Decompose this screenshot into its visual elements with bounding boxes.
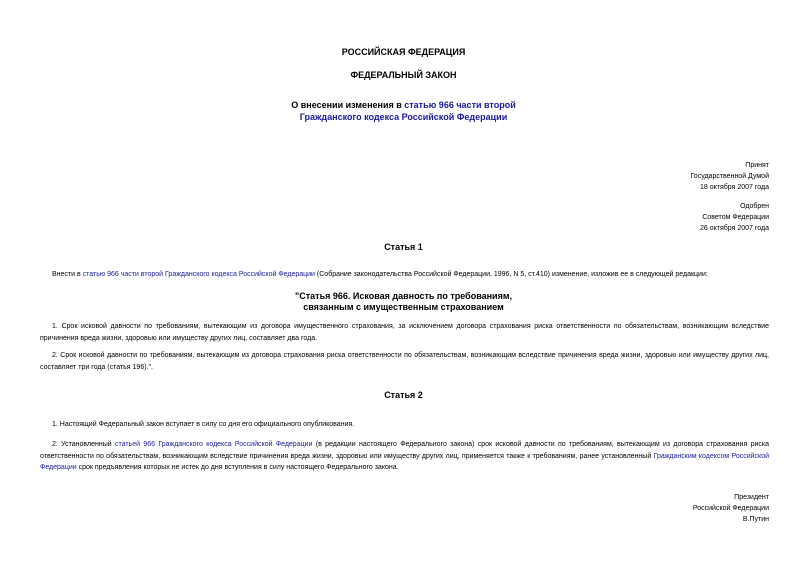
p2-link-article-966[interactable]: статьей 966 Гражданского кодекса Российской Федерации	[114, 441, 313, 448]
signature-block	[519, 492, 769, 525]
p2-link-civil-code[interactable]: Гражданским кодексом Российской Федерации	[40, 452, 769, 471]
article-2-paragraph-1: 1. Настоящий Федеральный закон вступает в силу со дня его официального опубликования.	[52, 421, 355, 428]
law-title-line1	[0, 99, 807, 111]
accepted-label: Принят	[745, 162, 769, 169]
signature-title: Президент	[734, 494, 769, 501]
article-2-paragraph-2: 2. Установленный статьей 966 Гражданского кодекса Российской Федерации (в редакции настоящего Федерального закона) срок исковой давности по требованиям, вытекающим из договора страхования риска ответственности по обязательствам, возникающим вследствие причинения вреда жизни, здоровью или имуществу других лиц, применяется также к требованиям, ранее установленный Гражданским кодексом Российской Федерации срок предъявления которых не истек до дня вступления в силу настоящего Федерального закона.	[40, 441, 769, 471]
article-1-paragraph-2: 2. Срок исковой давности по требованиям, вытекающим из договора страхования риска ответственности по обязательствам, возникающим вследствие причинения вреда жизни, здоровью или имуществу других лиц, составляет три года (статья 196).".	[40, 352, 769, 371]
article-1-heading: Статья 1	[384, 242, 423, 252]
title-link-article-966[interactable]: статью 966 части второй	[404, 100, 516, 110]
title-link-civil-code[interactable]: Гражданского кодекса Российской Федерации	[299, 112, 508, 122]
adoption-block	[519, 160, 769, 234]
approved-date: 26 октября 2007 года	[700, 225, 769, 232]
article-1-intro-suffix: (Собрание законодательства Российской Федерации, 1996, N 5, ст.410) изменение, изложив ее в следующей редакции:	[314, 271, 708, 278]
approved-body: Советом Федерации	[702, 214, 769, 221]
law-title-prefix: О внесении изменения в	[291, 100, 405, 110]
signature-country: Российской Федерации	[692, 505, 769, 512]
country-heading: РОССИЙСКАЯ ФЕДЕРАЦИЯ	[341, 47, 466, 57]
approved-label: Одобрен	[740, 203, 769, 210]
intro-link-civil-code[interactable]: Гражданского кодекса Российской Федерации	[165, 271, 315, 278]
law-type-heading: ФЕДЕРАЛЬНЫЙ ЗАКОН	[350, 70, 457, 80]
article-1-intro	[40, 269, 769, 281]
article-1-paragraph-1: 1. Срок исковой давности по требованиям, вытекающим из договора имущественного страхования, за исключением договора страхования риска ответственности по обязательствам, возникающим вследствие причинения вреда жизни, здоровью или имуществу других лиц, составляет два года.	[40, 323, 769, 342]
new-article-title-line2: связанным с имущественным страхованием	[303, 302, 504, 312]
intro-link-article-966[interactable]: статью 966 части второй	[82, 271, 164, 278]
article-2-heading: Статья 2	[384, 390, 423, 400]
accepted-body: Государственной Думой	[690, 173, 769, 180]
new-article-title-line1: "Статья 966. Исковая давность по требованиям,	[294, 291, 512, 301]
accepted-date: 18 октября 2007 года	[700, 184, 769, 191]
signature-name: В.Путин	[742, 516, 769, 523]
article-1-intro-prefix: Внести в	[52, 271, 83, 278]
law-title-line2	[0, 111, 807, 123]
